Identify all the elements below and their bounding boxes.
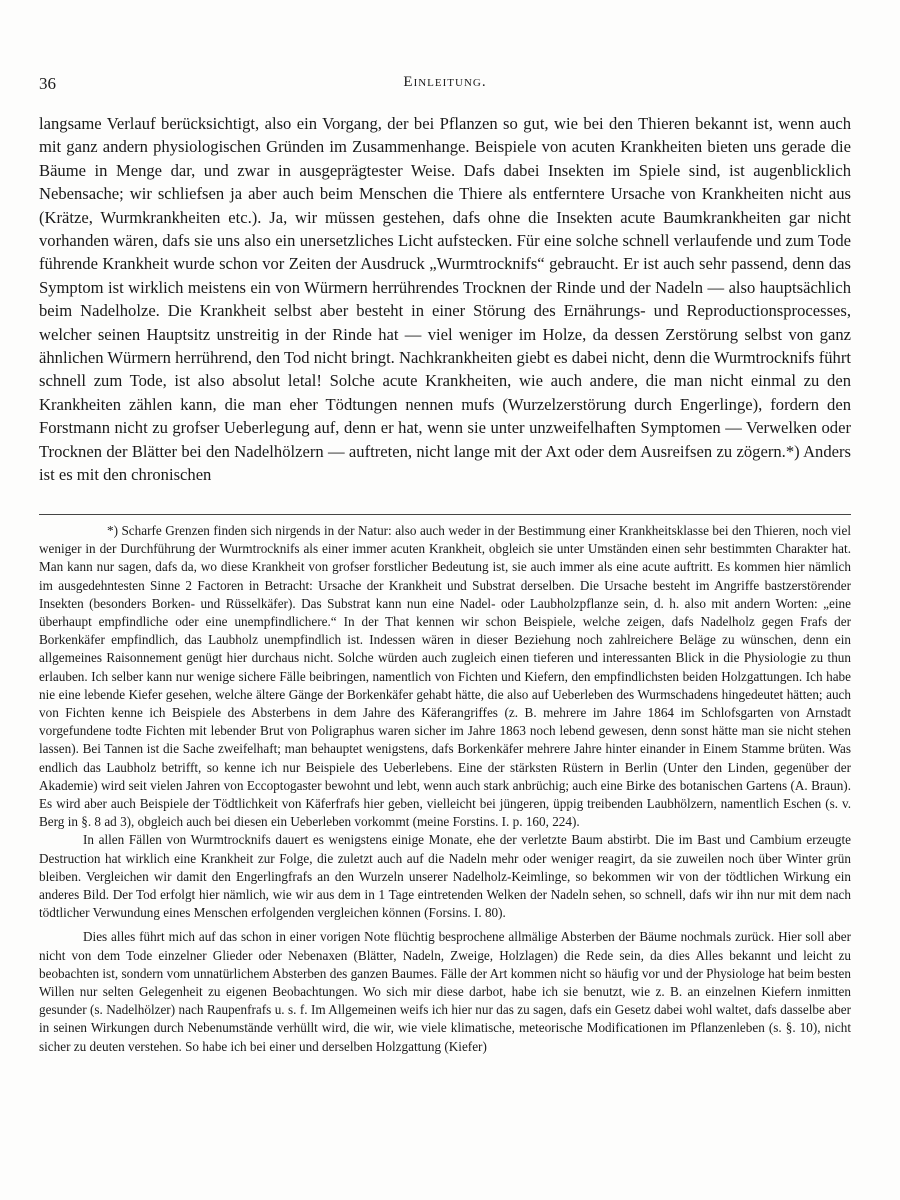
footnote-block (39, 522, 851, 1056)
footnote-paragraph-1: *) Scharfe Grenzen finden sich nirgends in der Natur: also auch weder in der Bestimmung einer Krankheitsklasse bei den Thieren, noch viel weniger in der Durchführung der Wurmtrocknifs als einer immer acuten Krankheit, obgleich sie unter Umständen einen sehr bestimmten Charakter hat. Man kann nur sagen, dafs da, wo diese Krankheit von grofser forstlicher Bedeutung ist, sie auch immer als eine acute auftritt. Es kommen hier nämlich im ausgedehntesten Sinne 2 Factoren in Betracht: Ursache der Krankheit und Substrat derselben. Die Ursache besteht im Angriffe bastzerstörender Insekten (besonders Borken- und Rüsselkäfer). Das Substrat kann nun eine Nadel- oder Laubholzpflanze sein, d. h. also mit andern Worten: „eine überhaupt empfindliche oder eine unempfindlichere.“ In der That kennen wir schon Beispiele, welche zeigen, dafs Nadelholz gegen Frafs der Borkenkäfer empfindlich, das Laubholz unempfindlich ist. Indessen wären in dieser Beziehung noch zahlreichere Beläge zu wünschen, denn ein allgemeines Raisonnement genügt hier durchaus nicht. Solche würden auch zugleich einen tieferen und interessanten Blick in die Physiologie zu thun erlauben. Ich selber kann nur wenige sichere Fälle beibringen, namentlich von Fichten und Kiefern, den empfindlichsten beiden Holzgattungen. Ich habe nie eine lebende Kiefer gesehen, welche ältere Gänge der Borkenkäfer gehabt hätte, die also auf Ueberleben des Wurmschadens hingedeutet hätten; auch von Fichten kenne ich Beispiele des Absterbens in dem Jahre des Käferangriffes (z. B. mehrere im Jahre 1864 im Schlofsgarten von Arnstadt vorgefundene todte Fichten mit lebender Brut von Poligraphus waren sicher im Jahre 1863 noch lebend gewesen, denn sonst hätte man sie nicht stehen lassen). Bei Tannen ist die Sache zweifelhaft; man behauptet wenigstens, dafs Borkenkäfer mehrere Jahre hinter einander in Einem Stamme brüten. Was endlich das Laubholz betrifft, so kenne ich nur Beispiele des Ueberlebens. Eine der stärksten Rüstern in Berlin (Unter den Linden, gegenüber der Akademie) wird seit vielen Jahren von Eccoptogaster bewohnt und lebt, wenn auch stark anbrüchig; auch eine Birke des botanischen Gartens (A. Braun). Es wird aber auch Beispiele der Tödtlichkeit von Käferfrafs hier geben, vielleicht bei jüngeren, üppig treibenden Laubhölzern, namentlich Eschen (s. v. Berg in §. 8 ad 3), obgleich auch bei diesen ein Ueberleben vorkommt (meine Forstins. I. p. 160, 224). (39, 523, 851, 830)
main-body-text: langsame Verlauf berücksichtigt, also ein Vorgang, der bei Pflanzen so gut, wie bei den Thieren bekannt ist, wenn auch mit ganz andern physiologischen Gründen im Zusammenhange. Beispiele von acuten Krankheiten bieten uns gerade die Bäume in Menge dar, und zwar in ausgeprägtester Weise. Dafs dabei Insekten im Spiele sind, ist augenblicklich Nebensache; wir schliefsen ja aber auch beim Menschen die Thiere als entferntere Ursache von Krankheiten nicht aus (Krätze, Wurmkrankheiten etc.). Ja, wir müssen gestehen, dafs ohne die Insekten acute Baumkrankheiten gar nicht vorhanden wären, dafs sie uns also ein unersetzliches Licht aufstecken. Für eine solche schnell verlaufende und zum Tode führende Krankheit wurde schon vor Zeiten der Ausdruck „Wurmtrocknifs“ gebraucht. Er ist auch sehr passend, denn das Symptom ist wirklich meistens ein von Würmern herrührendes Trocknen der Rinde und der Nadeln — also hauptsächlich beim Nadelholze. Die Krankheit selbst aber besteht in einer Störung des Ernährungs- und Reproductionsprocesses, welcher seinen Hauptsitz unstreitig in der Rinde hat — viel weniger im Holze, da dessen Zerstörung selbst von ganz ähnlichen Würmern herrührend, den Tod nicht bringt. Nachkrankheiten giebt es dabei nicht, denn die Wurmtrocknifs führt schnell zum Tode, ist also absolut letal! Solche acute Krankheiten, wie auch andere, die man nicht einmal zu den Krankheiten zählen kann, die man eher Tödtungen nennen mufs (Wurzelzerstörung durch Engerlinge), fordern den Forstmann nicht zu grofser Ueberlegung auf, denn er hat, wenn sie unter unzweifelhaften Symptomen — Verwelken oder Trocknen der Blätter bei den Nadelhölzern — auftreten, nicht lange mit der Axt oder dem Ausreifsen zu zögern.*) Anders ist es mit den chronischen (39, 114, 851, 485)
page-header (39, 74, 851, 98)
footnote-separator-rule (39, 514, 851, 515)
running-head: Einleitung. (403, 74, 487, 90)
footnote-paragraph-2: In allen Fällen von Wurmtrocknifs dauert es wenigstens einige Monate, ehe der verletzte Baum abstirbt. Die im Bast und Cambium erzeugte Destruction hat wirklich eine Krankheit zur Folge, die zuletzt auch auf die Nadeln mehr oder weniger reagirt, da sie zuweilen noch über Winter grün bleiben. Vergleichen wir damit den Engerlingfrafs an den Wurzeln unserer Nadelholz-Keimlinge, so bekommen wir von der tödtlichen Wirkung ein anderes Bild. Der Tod erfolgt hier nämlich, wie wir aus dem in 1 Tage eintretenden Welken der Nadeln sehen, so schnell, dafs wir ihn nur mit dem nach tödtlicher Verwundung eines Menschen erfolgenden vergleichen können (Forsins. I. 80). (39, 832, 851, 921)
footnote-paragraph-3: Dies alles führt mich auf das schon in einer vorigen Note flüchtig besprochene allmälige Absterben der Bäume nochmals zurück. Hier soll aber nicht von dem Tode einzelner Glieder oder Nebenaxen (Blätter, Nadeln, Zweige, Holzlagen) die Rede sein, da dies Alles bekannt und leicht zu beobachten ist, sondern vom unnatürlichem Absterben des ganzen Baumes. Fälle der Art kommen nicht so häufig vor und der Physiologe hat beim besten Willen nur selten Gelegenheit zu eigenen Beobachtungen. Wo sich mir diese darbot, habe ich sie benutzt, wie z. B. an einzelnen Kiefern inmitten gesunder (s. Nadelhölzer) nach Raupenfrafs u. s. f. Im Allgemeinen weifs ich hier nur das zu sagen, dafs ein Gesetz dabei wohl waltet, dafs dasselbe aber in seinen Wirkungen durch Nebenumstände verhüllt wird, die wir, wie viele klimatische, meteorische Modificationen im Pflanzenleben (s. §. 10), nicht sicher zu deuten verstehen. So habe ich bei einer und derselben Holzgattung (Kiefer) (39, 929, 851, 1054)
page-number: 36 (39, 74, 56, 93)
